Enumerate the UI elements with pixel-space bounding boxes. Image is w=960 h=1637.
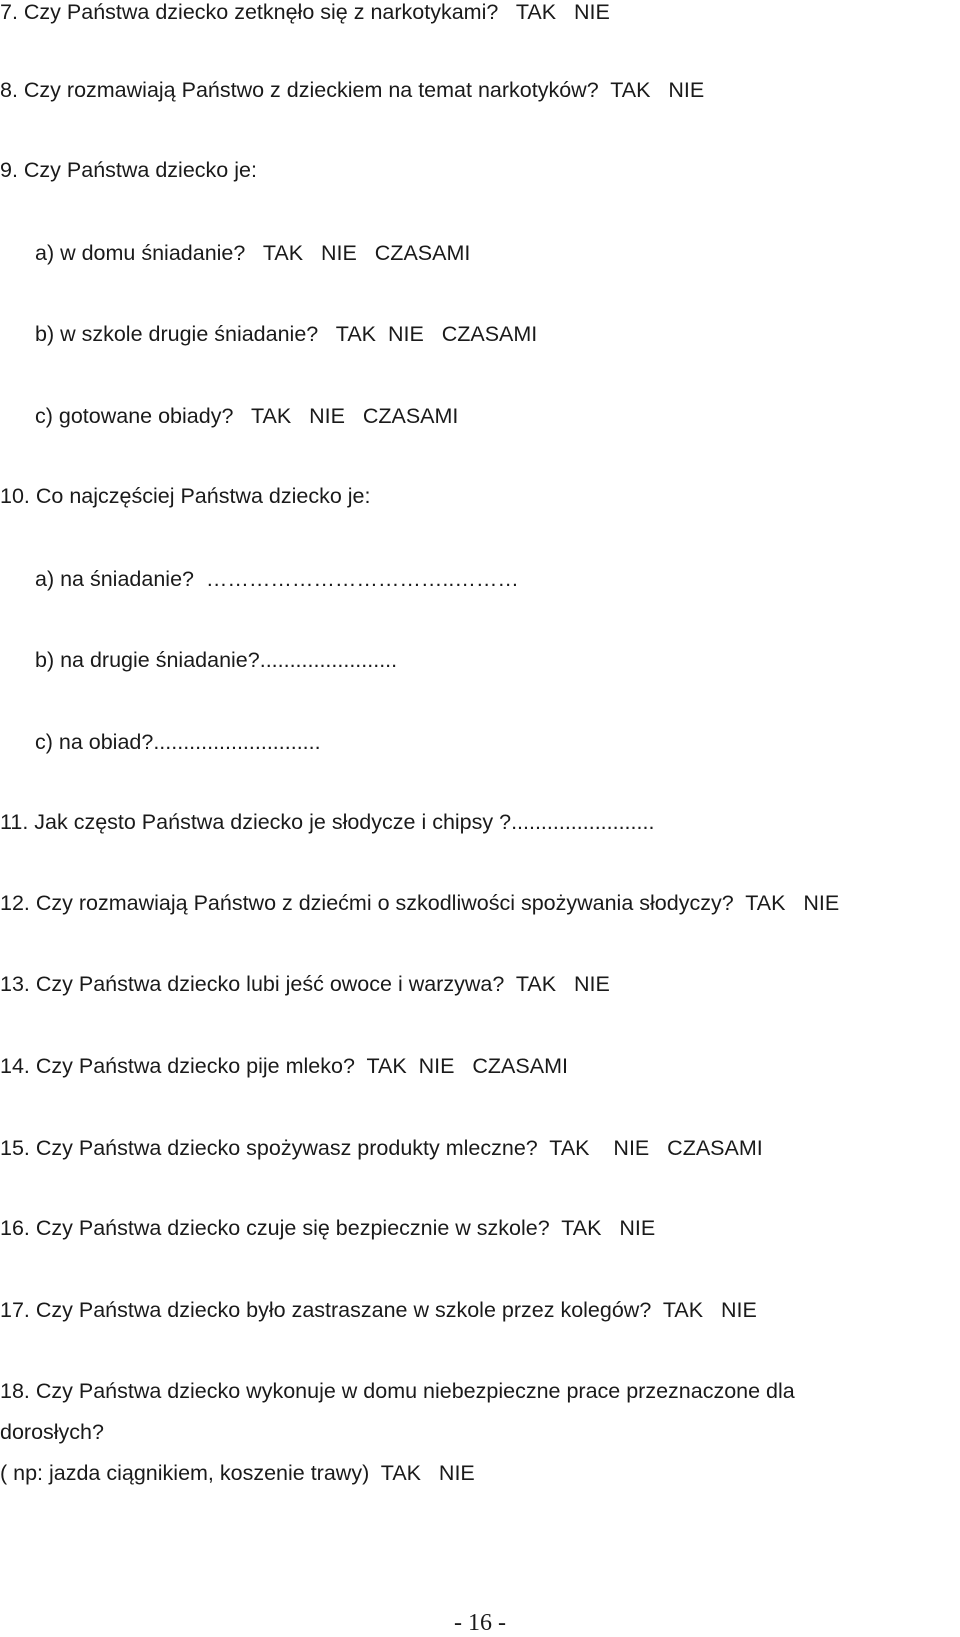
question-18-note: ( np: jazda ciągnikiem, koszenie trawy) TAK NIE — [0, 1461, 475, 1485]
question-9c: c) gotowane obiady? TAK NIE CZASAMI — [35, 404, 459, 428]
question-18-cont: dorosłych? — [0, 1420, 104, 1444]
question-13: 13. Czy Państwa dziecko lubi jeść owoce i warzywa? TAK NIE — [0, 972, 610, 996]
question-9a: a) w domu śniadanie? TAK NIE CZASAMI — [35, 241, 471, 265]
question-18: 18. Czy Państwa dziecko wykonuje w domu niebezpieczne prace przeznaczone dla — [0, 1379, 795, 1403]
question-10a: a) na śniadanie? ……………………………..……… — [35, 567, 519, 591]
question-9: 9. Czy Państwa dziecko je: — [0, 158, 257, 182]
question-17: 17. Czy Państwa dziecko było zastraszane w szkole przez kolegów? TAK NIE — [0, 1298, 757, 1322]
question-12: 12. Czy rozmawiają Państwo z dziećmi o szkodliwości spożywania słodyczy? TAK NIE — [0, 891, 840, 915]
question-16: 16. Czy Państwa dziecko czuje się bezpiecznie w szkole? TAK NIE — [0, 1216, 656, 1240]
question-8: 8. Czy rozmawiają Państwo z dzieckiem na temat narkotyków? TAK NIE — [0, 78, 705, 102]
question-9b: b) w szkole drugie śniadanie? TAK NIE CZASAMI — [35, 322, 538, 346]
question-14: 14. Czy Państwa dziecko pije mleko? TAK NIE CZASAMI — [0, 1054, 568, 1078]
question-15: 15. Czy Państwa dziecko spożywasz produkty mleczne? TAK NIE CZASAMI — [0, 1136, 763, 1160]
question-11: 11. Jak często Państwa dziecko je słodycze i chipsy ?........................ — [0, 810, 655, 834]
question-7: 7. Czy Państwa dziecko zetknęło się z narkotykami? TAK NIE — [0, 0, 610, 24]
question-10: 10. Co najczęściej Państwa dziecko je: — [0, 484, 371, 508]
question-10c: c) na obiad?............................ — [35, 730, 321, 754]
page-number: - 16 - — [454, 1610, 506, 1636]
question-10b: b) na drugie śniadanie?....................... — [35, 648, 398, 672]
